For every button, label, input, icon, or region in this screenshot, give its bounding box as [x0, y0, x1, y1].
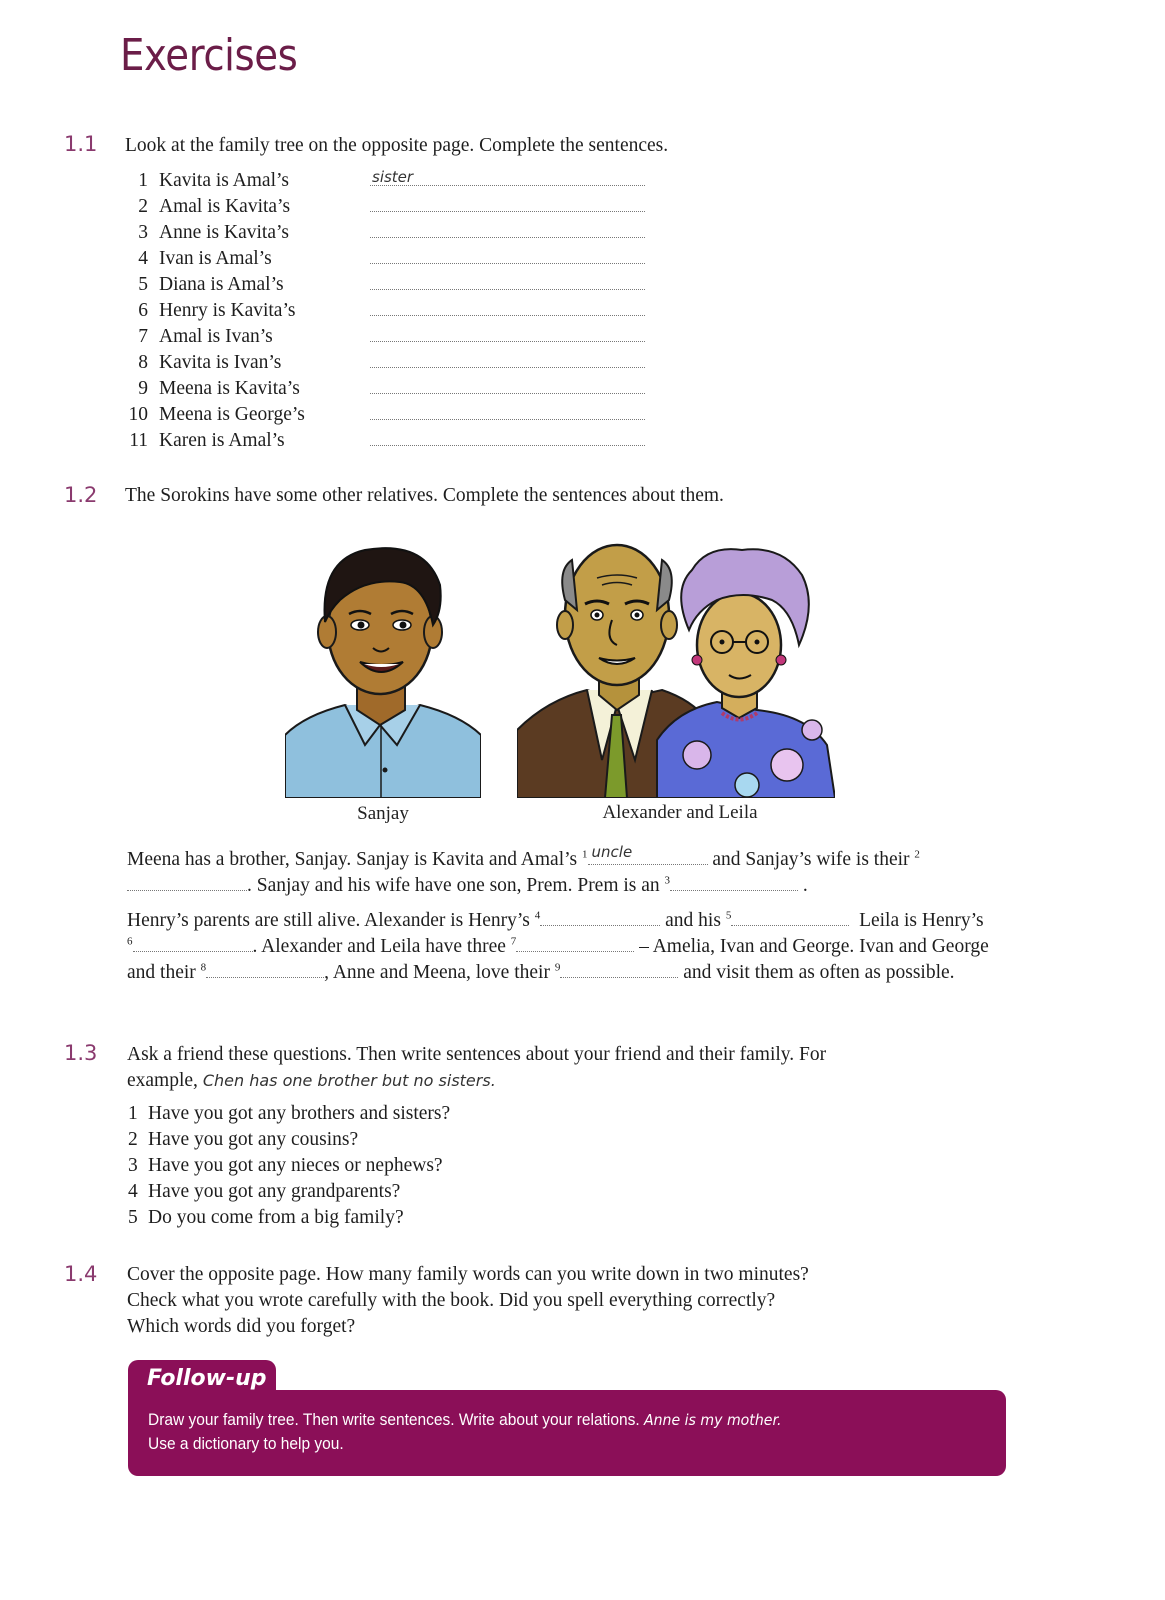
exercise-item	[120, 324, 660, 350]
question-text: Have you got any brothers and sisters?	[148, 1103, 451, 1124]
exercise-item	[120, 402, 660, 428]
exercise-item	[120, 246, 660, 272]
sentence-text: . Sanjay and his wife have one son, Prem. Prem is an	[247, 875, 660, 896]
sentence-text: Henry’s parents are still alive. Alexander is Henry’s	[127, 910, 530, 931]
question-number: 2	[128, 1129, 138, 1150]
question-text: Have you got any grandparents?	[148, 1181, 401, 1202]
question-number: 4	[128, 1181, 138, 1202]
blank-number: 3	[664, 874, 671, 887]
answer-blank-9[interactable]	[560, 962, 678, 978]
item-number: 10	[128, 404, 148, 425]
item-number: 3	[138, 222, 148, 243]
item-number: 7	[138, 326, 148, 347]
question-number: 1	[128, 1103, 138, 1124]
exercise-item	[120, 272, 660, 298]
question-item	[128, 1101, 450, 1127]
sentence-text: .	[802, 875, 808, 896]
item-prompt: Anne is Kavita’s	[159, 222, 289, 243]
answer-blank-7[interactable]	[516, 936, 634, 952]
answer-blank[interactable]	[370, 263, 645, 264]
item-prompt: Karen is Amal’s	[159, 430, 285, 451]
exercise-1-2-paragraph-2	[127, 908, 992, 986]
item-prompt: Meena is George’s	[159, 404, 305, 425]
item-number: 11	[129, 430, 148, 451]
answer-blank-4[interactable]	[540, 910, 660, 926]
item-prompt: Henry is Kavita’s	[159, 300, 296, 321]
blank-number: 7	[510, 935, 517, 948]
item-prompt: Amal is Ivan’s	[159, 326, 273, 347]
question-item	[128, 1153, 450, 1179]
item-prompt: Kavita is Ivan’s	[159, 352, 282, 373]
instruction-text: Ask a friend these questions. Then write sentences about your friend and their family. For	[127, 1044, 827, 1065]
answer-blank-3[interactable]	[670, 875, 798, 891]
item-prompt: Meena is Kavita’s	[159, 378, 300, 399]
answer-blank[interactable]	[370, 341, 645, 342]
item-number: 6	[138, 300, 148, 321]
item-number: 8	[138, 352, 148, 373]
exercise-1-3-questions	[128, 1101, 450, 1231]
handwritten-example: Anne is my mother.	[643, 1411, 782, 1429]
exercise-1-1-list	[120, 168, 660, 454]
exercise-number-1-4: 1.4	[64, 1262, 98, 1286]
answer-blank-8[interactable]	[206, 962, 324, 978]
handwritten-answer: uncle	[591, 843, 633, 861]
blank-number: 9	[554, 961, 561, 974]
exercise-1-1-instruction: Look at the family tree on the opposite page. Complete the sentences.	[125, 135, 669, 156]
portrait-young-man-icon	[285, 530, 481, 798]
item-prompt: Diana is Amal’s	[159, 274, 284, 295]
blank-number: 1	[582, 848, 588, 861]
question-item	[128, 1127, 450, 1153]
item-prompt: Amal is Kavita’s	[159, 196, 291, 217]
blank-number: 2	[914, 848, 920, 861]
answer-blank[interactable]	[370, 367, 645, 368]
exercise-item	[120, 194, 660, 220]
blank-number: 6	[127, 935, 133, 948]
answer-blank-6[interactable]	[133, 936, 253, 952]
exercise-1-3-instruction	[127, 1042, 1007, 1094]
item-number: 5	[138, 274, 148, 295]
sentence-text: – Amelia, Ivan and George. Ivan and George and their	[127, 936, 989, 983]
followup-text	[148, 1408, 938, 1456]
handwritten-answer: sister	[372, 168, 414, 186]
exercise-item	[120, 298, 660, 324]
question-text: Have you got any nieces or nephews?	[148, 1155, 443, 1176]
sentence-text: and visit them as often as possible.	[683, 962, 955, 983]
blank-number: 8	[200, 961, 207, 974]
answer-blank[interactable]	[370, 237, 645, 238]
exercise-item	[120, 168, 660, 194]
exercise-item	[120, 350, 660, 376]
sentence-text: and his	[665, 910, 721, 931]
exercise-item	[120, 376, 660, 402]
item-prompt: Ivan is Amal’s	[159, 248, 272, 269]
answer-blank[interactable]	[370, 445, 645, 446]
exercise-1-2-paragraph-1	[127, 843, 992, 899]
question-item	[128, 1205, 450, 1231]
sentence-text: Meena has a brother, Sanjay. Sanjay is Kavita and Amal’s	[127, 849, 578, 870]
alexander-leila-caption: Alexander and Leila	[602, 802, 758, 823]
instruction-text: example,	[127, 1070, 198, 1091]
exercise-number-1-3: 1.3	[64, 1041, 98, 1065]
portrait-elderly-couple-icon	[517, 530, 835, 798]
instruction-line: Cover the opposite page. How many family words can you write down in two minutes?	[127, 1264, 809, 1285]
blank-number: 4	[534, 909, 541, 922]
exercise-number-1-1: 1.1	[64, 132, 98, 156]
page-title: Exercises	[120, 30, 298, 81]
question-number: 3	[128, 1155, 138, 1176]
exercise-1-2-instruction: The Sorokins have some other relatives. Complete the sentences about them.	[125, 485, 724, 506]
exercise-number-1-2: 1.2	[64, 483, 98, 507]
instruction-line: Which words did you forget?	[127, 1316, 356, 1337]
answer-blank[interactable]	[370, 289, 645, 290]
sentence-text: and Sanjay’s wife is their	[712, 849, 910, 870]
item-prompt: Kavita is Amal’s	[159, 170, 289, 191]
answer-blank-5[interactable]	[731, 910, 849, 926]
sanjay-illustration	[285, 530, 481, 798]
answer-blank[interactable]	[370, 393, 645, 394]
followup-title: Follow-up	[147, 1366, 267, 1391]
sanjay-caption: Sanjay	[357, 803, 409, 824]
blank-number: 5	[725, 909, 732, 922]
answer-blank[interactable]	[370, 211, 645, 212]
sentence-text: . Alexander and Leila have three	[252, 936, 506, 957]
answer-blank-2[interactable]	[127, 875, 247, 891]
sentence-text: , Anne and Meena, love their	[324, 962, 550, 983]
sentence-text: Leila is Henry’s	[859, 910, 984, 931]
question-number: 5	[128, 1207, 138, 1228]
answer-blank[interactable]	[370, 419, 645, 420]
exercise-item	[120, 220, 660, 246]
question-text: Do you come from a big family?	[148, 1207, 404, 1228]
alexander-leila-illustration	[517, 530, 835, 798]
item-number: 1	[138, 170, 148, 191]
instruction-line: Check what you wrote carefully with the book. Did you spell everything correctly?	[127, 1290, 776, 1311]
item-number: 2	[138, 196, 148, 217]
answer-blank-1[interactable]	[588, 843, 708, 865]
followup-sentence: Draw your family tree. Then write sentences. Write about your relations.	[148, 1411, 640, 1429]
item-number: 4	[138, 248, 148, 269]
followup-sentence: Use a dictionary to help you.	[148, 1435, 344, 1453]
question-text: Have you got any cousins?	[148, 1129, 359, 1150]
question-item	[128, 1179, 450, 1205]
exercise-item	[120, 428, 660, 454]
exercise-1-4-instruction	[127, 1262, 1007, 1340]
item-number: 9	[138, 378, 148, 399]
answer-blank[interactable]	[370, 315, 645, 316]
handwritten-example: Chen has one brother but no sisters.	[202, 1071, 496, 1090]
